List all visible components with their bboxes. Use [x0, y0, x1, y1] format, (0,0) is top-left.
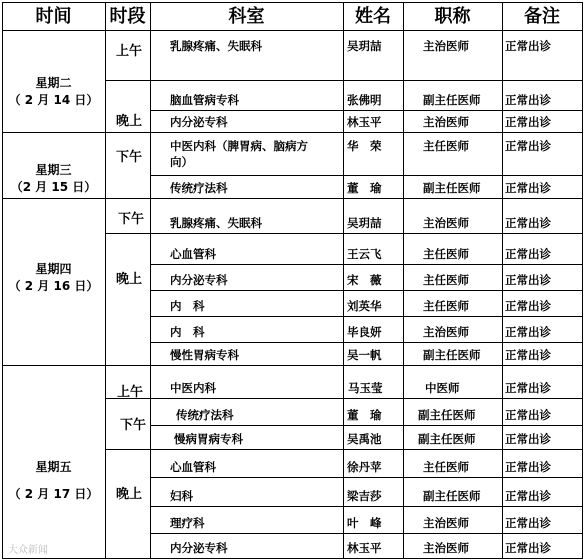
doctor-name: 吴玥喆: [347, 216, 382, 230]
doctor-name: 林玉平: [347, 115, 382, 129]
day-date: （ 2 月 14 日）: [8, 93, 99, 107]
department: 心血管科: [170, 247, 216, 261]
doctor-title: 主治医师: [423, 516, 469, 530]
remark: 正常出诊: [505, 325, 551, 339]
header-dept: 科室: [228, 6, 265, 27]
doctor-title: 主治医师: [423, 325, 469, 339]
doctor-title: 主治医师: [423, 216, 469, 230]
grid-line-horizontal: [150, 233, 583, 234]
doctor-title: 副主任医师: [423, 348, 481, 362]
header-note: 备注: [524, 6, 560, 27]
grid-line-horizontal: [150, 80, 583, 81]
remark: 正常出诊: [505, 216, 551, 230]
grid-line-vertical: [582, 2, 583, 559]
doctor-title: 主任医师: [423, 460, 469, 474]
remark: 正常出诊: [505, 541, 551, 555]
department: 中医内科: [170, 381, 216, 395]
header-time: 时间: [35, 6, 72, 27]
watermark-logo: 大众新闻: [8, 545, 48, 556]
remark: 正常出诊: [505, 93, 551, 107]
remark: 正常出诊: [505, 516, 551, 530]
time-slot: 晚上: [116, 272, 143, 287]
doctor-title: 副主任医师: [423, 489, 481, 503]
department: 乳腺疼痛、失眠科: [170, 39, 262, 53]
remark: 正常出诊: [505, 460, 551, 474]
day-weekday: 星期五: [35, 460, 72, 474]
department: 内 科: [170, 299, 205, 313]
doctor-title: 副主任医师: [423, 93, 481, 107]
doctor-title: 主治医师: [423, 39, 469, 53]
header-slot: 时段: [109, 6, 146, 27]
grid-line-horizontal: [150, 558, 583, 559]
doctor-name: 林玉平: [347, 541, 382, 555]
grid-line-horizontal: [150, 264, 583, 265]
remark: 正常出诊: [505, 247, 551, 261]
remark: 正常出诊: [505, 39, 551, 53]
doctor-name: 梁吉莎: [347, 489, 382, 503]
doctor-title: 主任医师: [423, 299, 469, 313]
day-date: （2 月 15 日）: [10, 180, 97, 194]
department: 乳腺疼痛、失眠科: [170, 216, 262, 230]
time-slot: 晚上: [116, 487, 143, 502]
day-date: （ 2 月 16 日）: [8, 279, 99, 293]
remark: 正常出诊: [505, 348, 551, 362]
doctor-name: 徐丹苹: [347, 460, 382, 474]
department: 内分泌专科: [170, 115, 228, 129]
remark: 正常出诊: [505, 408, 551, 422]
department: 心血管科: [170, 460, 216, 474]
doctor-title: 副主任医师: [418, 408, 476, 422]
department: 传统疗法科: [176, 408, 234, 422]
remark: 正常出诊: [505, 489, 551, 503]
time-slot: 上午: [116, 44, 143, 59]
grid-line-horizontal: [150, 175, 583, 176]
doctor-title: 中医师: [425, 381, 460, 395]
doctor-name: 董 瑜: [347, 181, 382, 195]
time-slot: 晚上: [116, 114, 143, 129]
doctor-title: 主任医师: [423, 273, 469, 287]
department: 内分泌专科: [170, 541, 228, 555]
department-line2: 向）: [170, 155, 193, 169]
grid-line-horizontal: [150, 365, 583, 366]
department: 中医内科（脾胃病、脑病方: [170, 139, 308, 153]
doctor-name: 华 荣: [347, 139, 382, 153]
department: 慢病胃病专科: [174, 432, 243, 446]
day-weekday: 星期三: [35, 163, 72, 177]
doctor-title: 主治医师: [423, 115, 469, 129]
grid-line-horizontal: [150, 316, 583, 317]
remark: 正常出诊: [505, 139, 551, 153]
doctor-name: 张佛明: [347, 93, 382, 107]
doctor-title: 主治医师: [423, 541, 469, 555]
grid-line-horizontal: [150, 290, 583, 291]
remark: 正常出诊: [505, 299, 551, 313]
doctor-name: 董 瑜: [347, 408, 382, 422]
remark: 正常出诊: [505, 273, 551, 287]
doctor-name: 马玉莹: [348, 381, 383, 395]
department: 慢性胃病专科: [170, 348, 239, 362]
time-slot: 下午: [118, 212, 145, 227]
doctor-name: 叶 峰: [347, 516, 382, 530]
remark: 正常出诊: [505, 181, 551, 195]
doctor-name: 宋 薇: [347, 273, 382, 287]
day-date: （ 2 月 17 日）: [8, 487, 99, 501]
header-name: 姓名: [355, 6, 391, 27]
doctor-name: 吴玥喆: [347, 39, 382, 53]
grid-line-horizontal: [150, 449, 583, 450]
doctor-name: 毕良妍: [347, 325, 382, 339]
department: 妇科: [170, 489, 193, 503]
remark: 正常出诊: [505, 432, 551, 446]
grid-line-horizontal: [150, 198, 583, 199]
grid-line-horizontal: [150, 132, 583, 133]
grid-line-horizontal: [150, 477, 583, 478]
department: 内分泌专科: [170, 273, 228, 287]
time-slot: 下午: [116, 150, 143, 165]
grid-line-horizontal: [150, 533, 583, 534]
header-title: 职称: [434, 6, 471, 27]
remark: 正常出诊: [505, 115, 551, 129]
doctor-title: 副主任医师: [418, 432, 476, 446]
time-slot: 上午: [117, 385, 144, 400]
grid-line-vertical: [150, 2, 151, 559]
department: 脑血管病专科: [170, 93, 239, 107]
grid-line-horizontal: [150, 342, 583, 343]
grid-line-horizontal: [150, 398, 583, 399]
department: 内 科: [170, 325, 205, 339]
grid-line-horizontal: [150, 110, 583, 111]
grid-line-vertical: [502, 2, 503, 559]
doctor-name: 吴禹池: [347, 432, 382, 446]
doctor-name: 刘英华: [347, 299, 382, 313]
day-weekday: 星期二: [35, 76, 72, 90]
department: 传统疗法科: [170, 181, 228, 195]
grid-line-vertical: [105, 2, 106, 559]
grid-line-vertical: [403, 2, 404, 559]
grid-line-horizontal: [150, 425, 583, 426]
day-weekday: 星期四: [35, 262, 72, 276]
grid-line-horizontal: [150, 506, 583, 507]
grid-line-vertical: [343, 2, 344, 559]
doctor-name: 王云飞: [347, 247, 382, 261]
doctor-title: 副主任医师: [423, 181, 481, 195]
doctor-title: 主任医师: [423, 247, 469, 261]
doctor-title: 主任医师: [423, 139, 469, 153]
doctor-name: 吴一帆: [347, 348, 382, 362]
time-slot: 下午: [120, 418, 147, 433]
remark: 正常出诊: [505, 381, 551, 395]
department: 理疗科: [170, 516, 205, 530]
